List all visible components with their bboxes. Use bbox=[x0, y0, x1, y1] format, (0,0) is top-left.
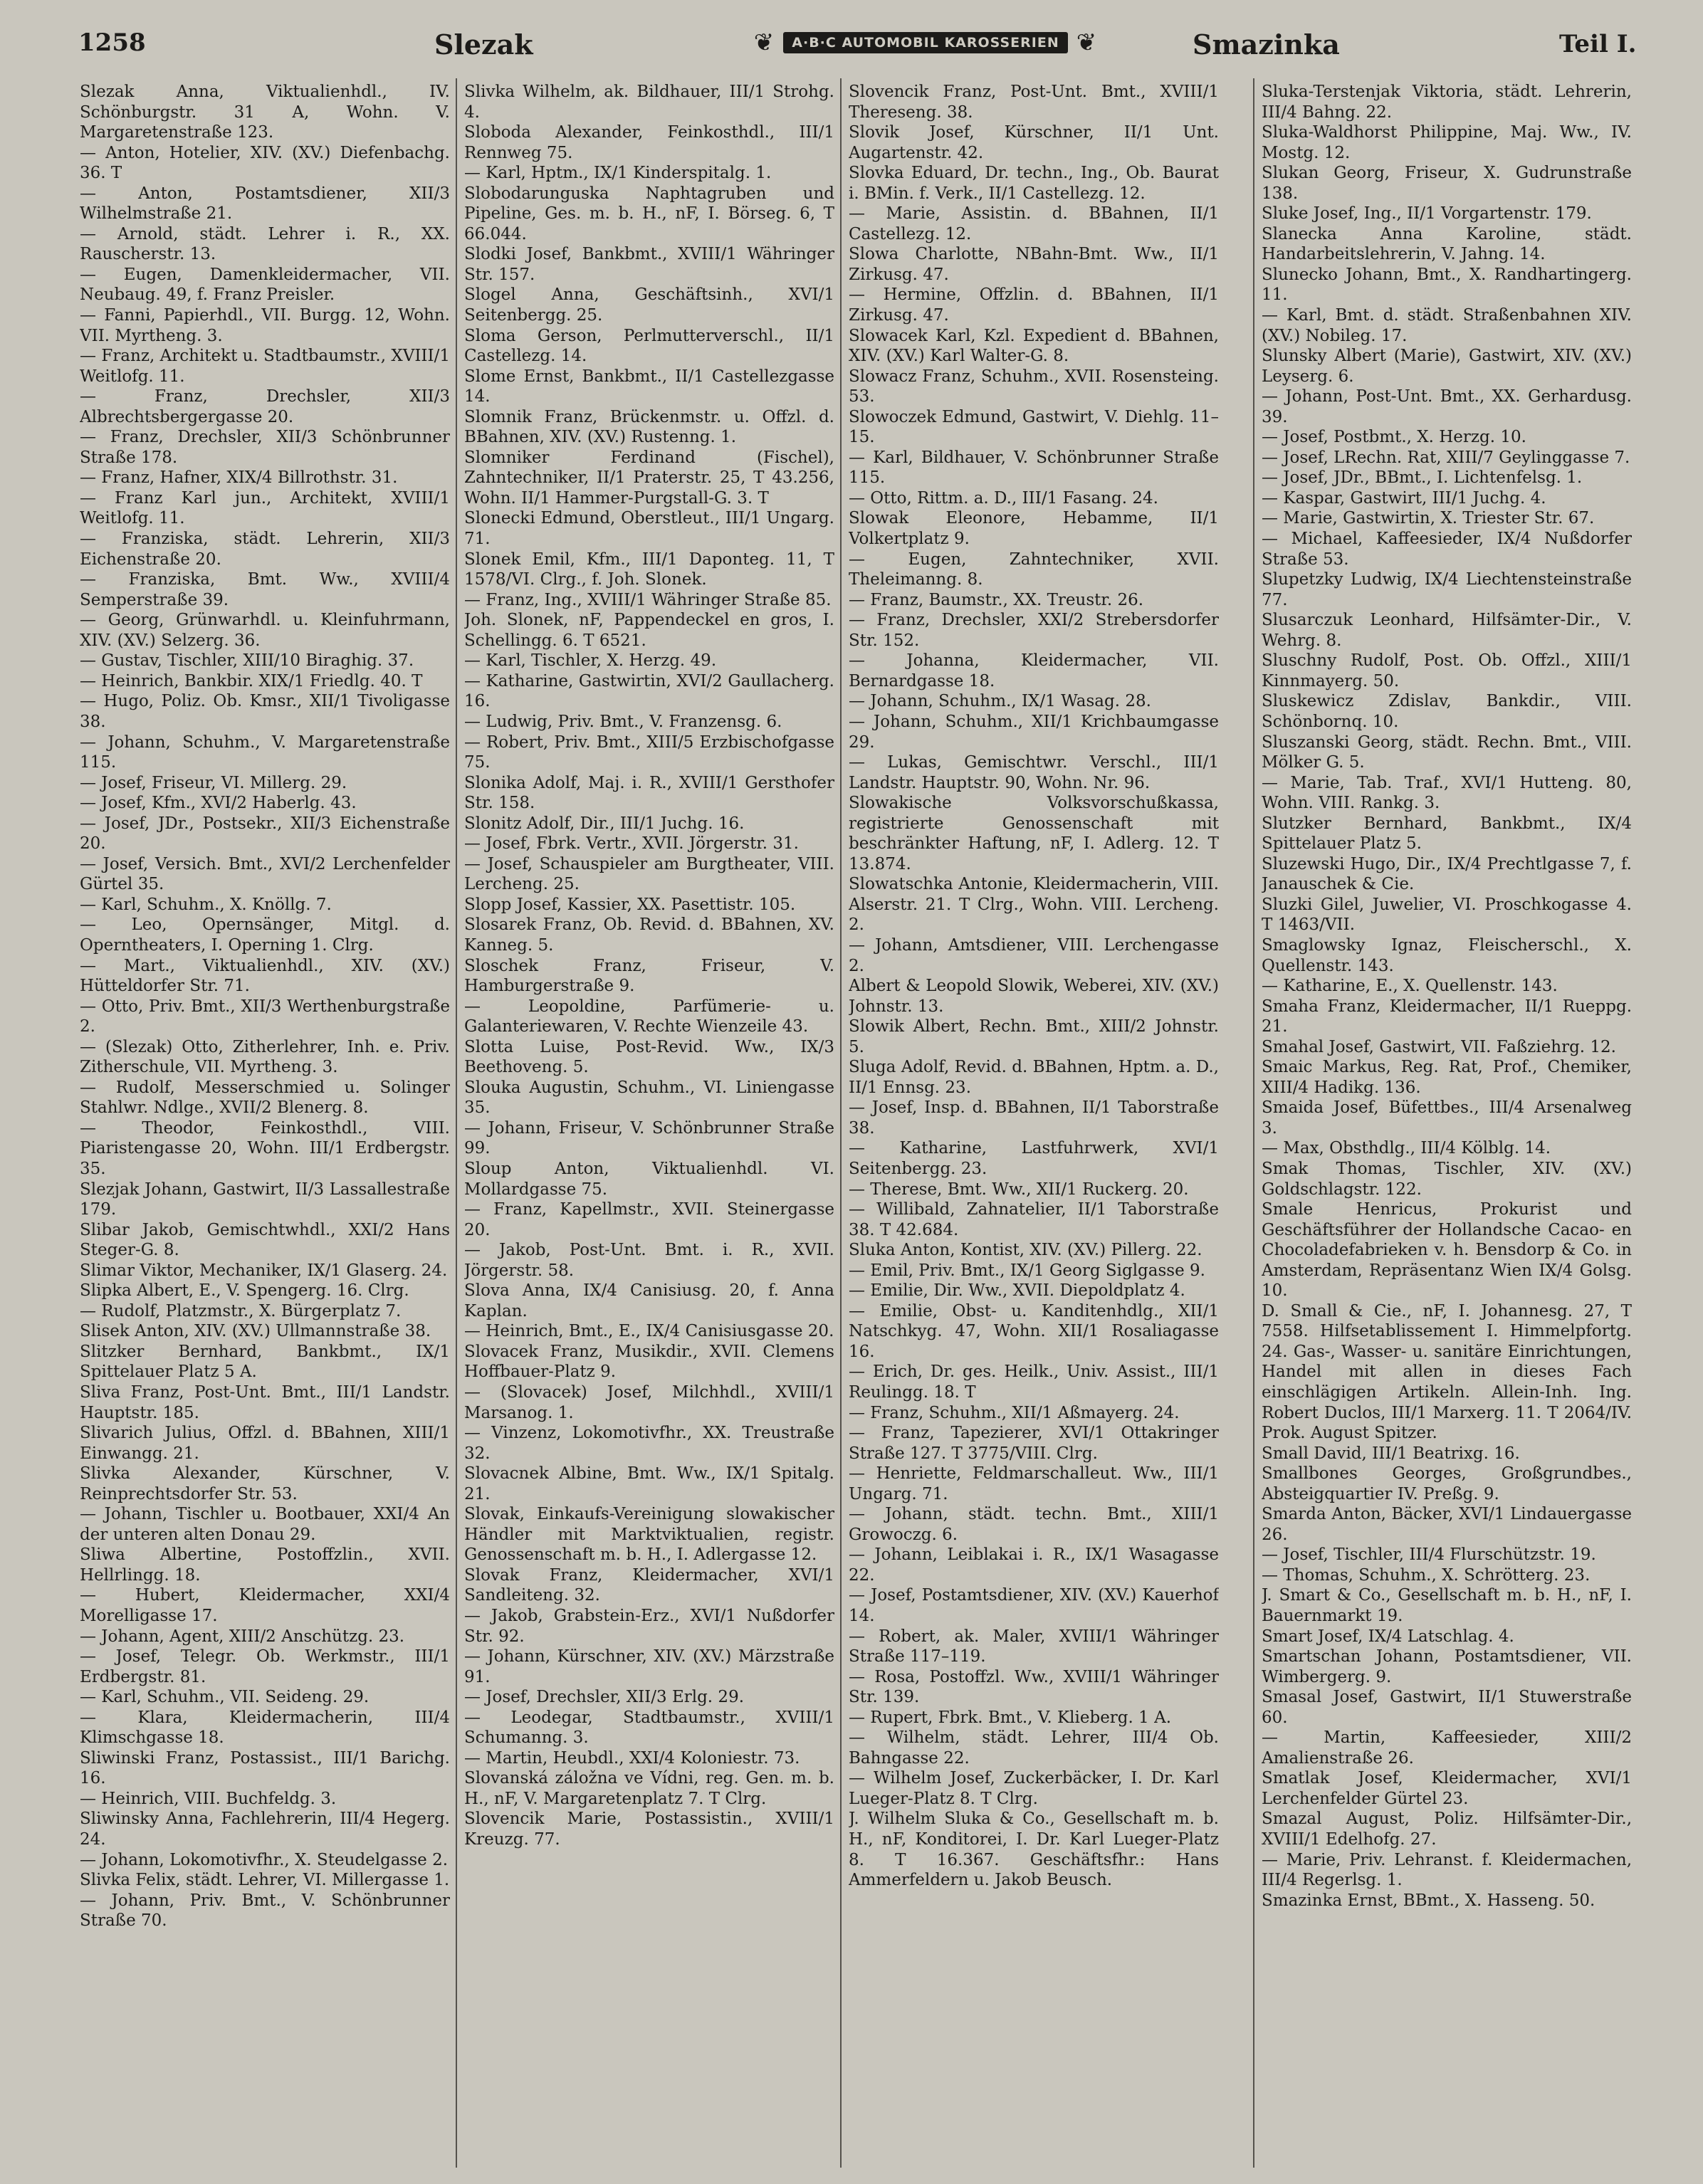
directory-entry: Smaha Franz, Kleidermacher, II/1 Rueppg. 21. bbox=[1262, 997, 1632, 1036]
directory-entry: Slovak, Einkaufs-Vereinigung slowakischer Händler mit Marktviktualien, registr. Genossenschaft m. b. H., I. Adlergasse 12. bbox=[464, 1505, 834, 1565]
directory-entry: Slowak Eleonore, Hebamme, II/1 Volkertplatz 9. bbox=[849, 509, 1219, 549]
part-label: Teil I. bbox=[1559, 30, 1637, 58]
directory-entry: — Johann, Post-Unt. Bmt., XX. Gerhardusg. 39. bbox=[1262, 387, 1632, 426]
directory-entry: — Josef, Kfm., XVI/2 Haberlg. 43. bbox=[80, 794, 357, 813]
directory-entry: — Eugen, Zahntechniker, XVII. Theleimanng. 8. bbox=[849, 550, 1219, 589]
directory-entry: — Hermine, Offzlin. d. BBahnen, II/1 Zirkusg. 47. bbox=[849, 285, 1219, 325]
directory-entry: — Franz, Drechsler, XII/3 Albrechtsbergergasse 20. bbox=[80, 387, 450, 426]
directory-entry: Slovik Josef, Kürschner, II/1 Unt. Augartenstr. 42. bbox=[849, 123, 1219, 162]
directory-entry: — Franz, Hafner, XIX/4 Billrothstr. 31. bbox=[80, 468, 398, 488]
directory-entry: Slivka Felix, städt. Lehrer, VI. Millergasse 1. bbox=[80, 1871, 450, 1890]
directory-entry: — Martin, Heubdl., XXI/4 Koloniestr. 73. bbox=[464, 1748, 800, 1768]
directory-entry: — Josef, Telegr. Ob. Werkmstr., III/1 Erdbergstr. 81. bbox=[80, 1647, 450, 1686]
directory-entry: Sloma Gerson, Perlmutterverschl., II/1 Castellezg. 14. bbox=[464, 326, 834, 366]
directory-entry: — Franz, Kapellmstr., XVII. Steinergasse 20. bbox=[464, 1200, 834, 1239]
directory-entry: Slupetzky Ludwig, IX/4 Liechtensteinstraße 77. bbox=[1262, 570, 1632, 609]
directory-entry: Slonek Emil, Kfm., III/1 Daponteg. 11, T 1578/VI. Clrg., f. Joh. Slonek. bbox=[464, 550, 834, 589]
directory-entry: Smartschan Johann, Postamtsdiener, VII. Wimbergerg. 9. bbox=[1262, 1647, 1632, 1686]
directory-entry: — Max, Obsthdlg., III/4 Kölblg. 14. bbox=[1262, 1139, 1551, 1158]
directory-entry: Slivarich Julius, Offzl. d. BBahnen, XIII/1 Einwangg. 21. bbox=[80, 1424, 450, 1463]
directory-entry: Slobodarunguska Naphtagruben und Pipeline, Ges. m. b. H., nF, I. Börseg. 6, T 66.044. bbox=[464, 184, 834, 243]
directory-entry: — Johann, Amtsdiener, VIII. Lerchengasse 2. bbox=[849, 935, 1219, 975]
directory-entry: — Hugo, Poliz. Ob. Kmsr., XII/1 Tivoligasse 38. bbox=[80, 692, 450, 731]
directory-entry: — Otto, Priv. Bmt., XII/3 Werthenburgstraße 2. bbox=[80, 997, 450, 1036]
directory-entry: — Johanna, Kleidermacher, VII. Bernardgasse 18. bbox=[849, 651, 1219, 691]
directory-entry: — Josef, Insp. d. BBahnen, II/1 Taborstraße 38. bbox=[849, 1098, 1219, 1138]
directory-entry: Slowoczek Edmund, Gastwirt, V. Diehlg. 11–15. bbox=[849, 407, 1219, 447]
directory-entry: — Erich, Dr. ges. Heilk., Univ. Assist., III/1 Reulingg. 18. T bbox=[849, 1363, 1219, 1402]
directory-entry: Albert & Leopold Slowik, Weberei, XIV. (XV.) Johnstr. 13. bbox=[849, 977, 1219, 1016]
directory-entry: Sluzki Gilel, Juwelier, VI. Proschkogasse 4. T 1463/VII. bbox=[1262, 895, 1632, 935]
keyword-left: Slezak bbox=[434, 28, 533, 61]
directory-entry: — Thomas, Schuhm., X. Schrötterg. 23. bbox=[1262, 1565, 1591, 1585]
directory-entry: Sluszanski Georg, städt. Rechn. Bmt., VIII. Mölker G. 5. bbox=[1262, 733, 1632, 772]
directory-entry: Small David, III/1 Beatrixg. 16. bbox=[1262, 1444, 1520, 1463]
directory-column bbox=[1262, 82, 1632, 2168]
directory-entry: Slowakische Volksvorschußkassa, registrierte Genossenschaft mit beschränkter Haftung, nF, I. Adlerg. 12. T 13.874. bbox=[849, 794, 1219, 873]
directory-entry: Smahal Josef, Gastwirt, VII. Faßziehrg. 12. bbox=[1262, 1037, 1616, 1056]
directory-entry: Slovak Franz, Kleidermacher, XVI/1 Sandleiteng. 32. bbox=[464, 1565, 834, 1605]
directory-entry: Slova Anna, IX/4 Canisiusg. 20, f. Anna Kaplan. bbox=[464, 1281, 834, 1321]
directory-entry: — Rudolf, Messerschmied u. Solinger Stahlwr. Ndlge., XVII/2 Blenerg. 8. bbox=[80, 1078, 450, 1118]
directory-entry: Smazal August, Poliz. Hilfsämter-Dir., XVIII/1 Edelhofg. 27. bbox=[1262, 1810, 1632, 1849]
directory-entry: — Leodegar, Stadtbaumstr., XVIII/1 Schumanng. 3. bbox=[464, 1708, 834, 1748]
directory-entry: Slezak Anna, Viktualienhdl., IV. Schönburgstr. 31 A, Wohn. V. Margaretenstraße 123. bbox=[80, 83, 450, 142]
directory-entry: — Kaspar, Gastwirt, III/1 Juchg. 4. bbox=[1262, 488, 1546, 508]
directory-entry: — Johann, Priv. Bmt., V. Schönbrunner Straße 70. bbox=[80, 1891, 450, 1931]
directory-entry: — Leopoldine, Parfümerie- u. Galanteriewaren, V. Rechte Wienzeile 43. bbox=[464, 997, 834, 1036]
directory-entry: Slogel Anna, Geschäftsinh., XVI/1 Seitenbergg. 25. bbox=[464, 285, 834, 325]
page-header bbox=[78, 26, 1659, 61]
directory-entry: J. Smart & Co., Gesellschaft m. b. H., nF, I. Bauernmarkt 19. bbox=[1262, 1586, 1632, 1626]
directory-entry: Slome Ernst, Bankbmt., II/1 Castellezgasse 14. bbox=[464, 367, 834, 406]
directory-entry: Slowacz Franz, Schuhm., XVII. Rosensteing. 53. bbox=[849, 367, 1219, 406]
directory-entry: Slovka Eduard, Dr. techn., Ing., Ob. Baurat i. BMin. f. Verk., II/1 Castellezg. 12. bbox=[849, 164, 1219, 203]
directory-entry: — Karl, Schuhm., X. Knöllg. 7. bbox=[80, 895, 332, 914]
directory-entry: — Johann, städt. techn. Bmt., XIII/1 Growoczg. 6. bbox=[849, 1505, 1219, 1544]
directory-entry: — Josef, Tischler, III/4 Flurschützstr. 19. bbox=[1262, 1545, 1596, 1565]
directory-entry: Smasal Josef, Gastwirt, II/1 Stuwerstraße 60. bbox=[1262, 1688, 1632, 1727]
directory-entry: — Josef, LRechn. Rat, XIII/7 Geylinggasse 7. bbox=[1262, 448, 1630, 467]
directory-entry: — Emilie, Obst- u. Kanditenhdlg., XII/1 Natschkyg. 47, Wohn. XII/1 Rosaliagasse 16. bbox=[849, 1301, 1219, 1361]
directory-entry: Slovanská záložna ve Vídni, reg. Gen. m. b. H., nF, V. Margaretenplatz 7. T Clrg. bbox=[464, 1769, 834, 1808]
directory-entry: Slonika Adolf, Maj. i. R., XVIII/1 Gersthofer Str. 158. bbox=[464, 773, 834, 813]
directory-entry: — Karl, Hptm., IX/1 Kinderspitalg. 1. bbox=[464, 164, 772, 183]
directory-entry: Sloboda Alexander, Feinkosthdl., III/1 Rennweg 75. bbox=[464, 123, 834, 162]
directory-entry: Slisek Anton, XIV. (XV.) Ullmannstraße 38. bbox=[80, 1322, 431, 1341]
directory-entry: — Martin, Kaffeesieder, XIII/2 Amalienstraße 26. bbox=[1262, 1728, 1632, 1768]
directory-entry: — Josef, JDr., BBmt., I. Lichtenfelsg. 1. bbox=[1262, 468, 1583, 488]
directory-entry: Slitzker Bernhard, Bankbmt., IX/1 Spittelauer Platz 5 A. bbox=[80, 1342, 450, 1382]
directory-entry: — Rosa, Postoffzl. Ww., XVIII/1 Währinger Str. 139. bbox=[849, 1667, 1219, 1707]
directory-entry: Slusarczuk Leonhard, Hilfsämter-Dir., V. Wehrg. 8. bbox=[1262, 611, 1632, 650]
keyword-right: Smazinka bbox=[1193, 28, 1340, 61]
directory-entry: — Hubert, Kleidermacher, XXI/4 Morelligasse 17. bbox=[80, 1586, 450, 1626]
directory-entry: Slibar Jakob, Gemischtwhdl., XXI/2 Hans Steger-G. 8. bbox=[80, 1220, 450, 1260]
directory-entry: Slanecka Anna Karoline, städt. Handarbeitslehrerin, V. Jahng. 14. bbox=[1262, 224, 1632, 264]
directory-entry: — Gustav, Tischler, XIII/10 Biraghig. 37. bbox=[80, 651, 414, 671]
directory-entry: Sluskewicz Zdislav, Bankdir., VIII. Schönbornq. 10. bbox=[1262, 692, 1632, 731]
directory-entry: Sluka-Waldhorst Philippine, Maj. Ww., IV. Mostg. 12. bbox=[1262, 123, 1632, 162]
directory-entry: Slowik Albert, Rechn. Bmt., XIII/2 Johnstr. 5. bbox=[849, 1017, 1219, 1056]
directory-entry: Sluke Josef, Ing., II/1 Vorgartenstr. 179. bbox=[1262, 204, 1592, 224]
directory-entry: — Josef, Friseur, VI. Millerg. 29. bbox=[80, 773, 347, 792]
directory-entry: D. Small & Cie., nF, I. Johannesg. 27, T 7558. Hilfsetablissement I. Himmelpfortg. 24. Gas-, Wasser- u. sanitäre Einrichtungen, Handel mit allen in dieses Fach einschlägigen Artikeln. Allein-Inh. Ing. Robert Duclos, III/1 Marxerg. 11. T 2064/IV. Prok. August Spitzer. bbox=[1262, 1301, 1632, 1443]
directory-entry: Smaglowsky Ignaz, Fleischerschl., X. Quellenstr. 143. bbox=[1262, 935, 1632, 975]
directory-entry: Slimar Viktor, Mechaniker, IX/1 Glaserg. 24. bbox=[80, 1261, 448, 1280]
directory-entry: Slivka Wilhelm, ak. Bildhauer, III/1 Strohg. 4. bbox=[464, 83, 834, 122]
directory-entry: — Vinzenz, Lokomotivfhr., XX. Treustraße 32. bbox=[464, 1424, 834, 1463]
directory-entry: — Franziska, städt. Lehrerin, XII/3 Eichenstraße 20. bbox=[80, 530, 450, 569]
directory-entry: — Therese, Bmt. Ww., XII/1 Ruckerg. 20. bbox=[849, 1180, 1189, 1199]
directory-entry: — Franz, Architekt u. Stadtbaumstr., XVIII/1 Weitlofg. 11. bbox=[80, 347, 450, 386]
directory-entry: — Karl, Bmt. d. städt. Straßenbahnen XIV. (XV.) Nobileg. 17. bbox=[1262, 306, 1632, 345]
directory-entry: — Josef, Fbrk. Vertr., XVII. Jörgerstr. 31. bbox=[464, 834, 799, 854]
directory-entry: — Fanni, Papierhdl., VII. Burgg. 12, Wohn. VII. Myrtheng. 3. bbox=[80, 306, 450, 345]
directory-entry: — Emilie, Dir. Ww., XVII. Diepoldplatz 4. bbox=[849, 1281, 1185, 1301]
directory-entry: Smak Thomas, Tischler, XIV. (XV.) Goldschlagstr. 122. bbox=[1262, 1159, 1632, 1199]
directory-entry: — Franz Karl jun., Architekt, XVIII/1 Weitlofg. 11. bbox=[80, 488, 450, 528]
directory-entry: — Wilhelm, städt. Lehrer, III/4 Ob. Bahngasse 22. bbox=[849, 1728, 1219, 1768]
directory-entry: Slonecki Edmund, Oberstleut., III/1 Ungarg. 71. bbox=[464, 509, 834, 549]
directory-entry: — Franz, Drechsler, XII/3 Schönbrunner Straße 178. bbox=[80, 428, 450, 467]
directory-entry: — Jakob, Grabstein-Erz., XVI/1 Nußdorfer Str. 92. bbox=[464, 1607, 834, 1646]
directory-entry: — Franz, Ing., XVIII/1 Währinger Straße 85. bbox=[464, 590, 832, 609]
directory-entry: J. Wilhelm Sluka & Co., Gesellschaft m. b. H., nF, Konditorei, I. Dr. Karl Lueger-Platz 8. T 16.367. Geschäftsfhr.: Hans Ammerfeldern u. Jakob Beusch. bbox=[849, 1810, 1219, 1890]
directory-entry: — Franz, Baumstr., XX. Treustr. 26. bbox=[849, 590, 1144, 609]
directory-entry: Slezjak Johann, Gastwirt, II/3 Lassallestraße 179. bbox=[80, 1180, 450, 1219]
directory-entry: — Johann, Schuhm., XII/1 Krichbaumgasse 29. bbox=[849, 712, 1219, 752]
advertisement-banner bbox=[705, 28, 1146, 57]
directory-entry: — Theodor, Feinkosthdl., VIII. Piaristengasse 20, Wohn. III/1 Erdbergstr. 35. bbox=[80, 1118, 450, 1178]
directory-entry: — Emil, Priv. Bmt., IX/1 Georg Siglgasse 9. bbox=[849, 1261, 1205, 1280]
directory-entry: Slunsky Albert (Marie), Gastwirt, XIV. (XV.) Leyserg. 6. bbox=[1262, 347, 1632, 386]
directory-entry: Slosarek Franz, Ob. Revid. d. BBahnen, XV. Kanneg. 5. bbox=[464, 915, 834, 955]
directory-entry: Sluka-Terstenjak Viktoria, städt. Lehrerin, III/4 Bahng. 22. bbox=[1262, 83, 1632, 122]
directory-entry: Smazinka Ernst, BBmt., X. Hasseng. 50. bbox=[1262, 1891, 1595, 1910]
directory-entry: — Johann, Leiblakai i. R., IX/1 Wasagasse 22. bbox=[849, 1545, 1219, 1585]
directory-entry: — Marie, Gastwirtin, X. Triester Str. 67. bbox=[1262, 509, 1595, 528]
directory-entry: — Katharine, Lastfuhrwerk, XVI/1 Seitenbergg. 23. bbox=[849, 1139, 1219, 1178]
directory-entry: — Heinrich, Bmt., E., IX/4 Canisiusgasse 20. bbox=[464, 1322, 834, 1341]
directory-entry: — Karl, Schuhm., VII. Seideng. 29. bbox=[80, 1688, 370, 1707]
directory-entry: Slutzker Bernhard, Bankbmt., IX/4 Spittelauer Platz 5. bbox=[1262, 814, 1632, 854]
directory-entry: Slowatschka Antonie, Kleidermacherin, VIII. Alserstr. 21. T Clrg., Wohn. VIII. Lercheng. 2. bbox=[849, 875, 1219, 935]
directory-entry: — Marie, Assistin. d. BBahnen, II/1 Castellezg. 12. bbox=[849, 204, 1219, 243]
directory-entry: — Rupert, Fbrk. Bmt., V. Klieberg. 1 A. bbox=[849, 1708, 1172, 1727]
directory-entry: Sluzewski Hugo, Dir., IX/4 Prechtlgasse 7, f. Janauschek & Cie. bbox=[1262, 854, 1632, 894]
directory-entry: — Lukas, Gemischtwr. Verschl., III/1 Landstr. Hauptstr. 90, Wohn. Nr. 96. bbox=[849, 753, 1219, 792]
banner-text: A·B·C AUTOMOBIL KAROSSERIEN bbox=[783, 32, 1067, 53]
directory-entry: — Mart., Viktualienhdl., XIV. (XV.) Hütteldorfer Str. 71. bbox=[80, 956, 450, 996]
directory-entry: Slouka Augustin, Schuhm., VI. Liniengasse 35. bbox=[464, 1078, 834, 1118]
directory-entry: — Henriette, Feldmarschalleut. Ww., III/1 Ungarg. 71. bbox=[849, 1464, 1219, 1503]
directory-entry: — Franz, Tapezierer, XVI/1 Ottakringer Straße 127. T 3775/VIII. Clrg. bbox=[849, 1424, 1219, 1463]
directory-entry: — Anton, Hotelier, XIV. (XV.) Diefenbachg. 36. T bbox=[80, 143, 450, 183]
directory-entry: — Klara, Kleidermacherin, III/4 Klimschgasse 18. bbox=[80, 1708, 450, 1748]
directory-entry: — Johann, Lokomotivfhr., X. Steudelgasse 2. bbox=[80, 1850, 449, 1869]
directory-entry: — Katharine, Gastwirtin, XVI/2 Gaullacherg. 16. bbox=[464, 671, 834, 711]
directory-entry: Sluschny Rudolf, Post. Ob. Offzl., XIII/1 Kinnmayerg. 50. bbox=[1262, 651, 1632, 691]
directory-entry: Sloschek Franz, Friseur, V. Hamburgerstraße 9. bbox=[464, 956, 834, 996]
directory-entry: Sloup Anton, Viktualienhdl. VI. Mollardgasse 75. bbox=[464, 1159, 834, 1199]
directory-entry: — Jakob, Post-Unt. Bmt. i. R., XVII. Jörgerstr. 58. bbox=[464, 1241, 834, 1280]
directory-entry: Slomniker Ferdinand (Fischel), Zahntechniker, II/1 Praterstr. 25, T 43.256, Wohn. II/1 Hammer-Purgstall-G. 3. T bbox=[464, 448, 834, 508]
directory-entry: — Robert, ak. Maler, XVIII/1 Währinger Straße 117–119. bbox=[849, 1627, 1219, 1666]
page-number: 1258 bbox=[78, 28, 146, 57]
directory-entry: Smatlak Josef, Kleidermacher, XVI/1 Lerchenfelder Gürtel 23. bbox=[1262, 1769, 1632, 1808]
directory-entry: — Josef, Drechsler, XII/3 Erlg. 29. bbox=[464, 1688, 745, 1707]
column-divider bbox=[1253, 78, 1254, 2168]
directory-entry: Sluka Anton, Kontist, XIV. (XV.) Pillerg. 22. bbox=[849, 1241, 1202, 1260]
directory-entry: Slunecko Johann, Bmt., X. Randhartingerg. 11. bbox=[1262, 265, 1632, 305]
directory-entry: — Eugen, Damenkleidermacher, VII. Neubaug. 49, f. Franz Preisler. bbox=[80, 265, 450, 305]
directory-entry: Slopp Josef, Kassier, XX. Pasettistr. 105. bbox=[464, 895, 796, 914]
directory-entry: Smale Henricus, Prokurist und Geschäftsführer der Hollandsche Cacao- en Chocoladefabrieken v. h. Bensdorp & Co. in Amsterdam, Repräsentanz Wien IX/4 Golsg. 10. bbox=[1262, 1200, 1632, 1301]
directory-entry: — Johann, Agent, XIII/2 Anschützg. 23. bbox=[80, 1627, 405, 1646]
directory-entry: Slovacek Franz, Musikdir., XVII. Clemens Hoffbauer-Platz 9. bbox=[464, 1342, 834, 1382]
ornament-icon: ❦ bbox=[753, 28, 775, 57]
directory-entry: — Johann, Schuhm., V. Margaretenstraße 115. bbox=[80, 733, 450, 772]
directory-entry: Slonitz Adolf, Dir., III/1 Juchg. 16. bbox=[464, 814, 745, 833]
directory-entry: — Georg, Grünwarhdl. u. Kleinfuhrmann, XIV. (XV.) Selzerg. 36. bbox=[80, 611, 450, 650]
directory-entry: — Ludwig, Priv. Bmt., V. Franzensg. 6. bbox=[464, 712, 782, 731]
directory-entry: Slowacek Karl, Kzl. Expedient d. BBahnen, XIV. (XV.) Karl Walter-G. 8. bbox=[849, 326, 1219, 366]
directory-column bbox=[849, 82, 1219, 2168]
directory-entry: — Michael, Kaffeesieder, IX/4 Nußdorfer Straße 53. bbox=[1262, 530, 1632, 569]
directory-entry: — Franz, Drechsler, XXI/2 Strebersdorfer Str. 152. bbox=[849, 611, 1219, 650]
directory-entry: — Arnold, städt. Lehrer i. R., XX. Rauscherstr. 13. bbox=[80, 224, 450, 264]
directory-entry: — Katharine, E., X. Quellenstr. 143. bbox=[1262, 977, 1558, 996]
directory-entry: Sliwinsky Anna, Fachlehrerin, III/4 Hegerg. 24. bbox=[80, 1810, 450, 1849]
directory-entry: Slovencik Franz, Post-Unt. Bmt., XVIII/1 Thereseng. 38. bbox=[849, 83, 1219, 122]
directory-entry: — Johann, Friseur, V. Schönbrunner Straße 99. bbox=[464, 1118, 834, 1158]
directory-entry: Slomnik Franz, Brückenmstr. u. Offzl. d. BBahnen, XIV. (XV.) Rustenng. 1. bbox=[464, 407, 834, 447]
directory-entry: — Willibald, Zahnatelier, II/1 Taborstraße 38. T 42.684. bbox=[849, 1200, 1219, 1239]
directory-entry: — Rudolf, Platzmstr., X. Bürgerplatz 7. bbox=[80, 1301, 402, 1321]
directory-entry: Slotta Luise, Post-Revid. Ww., IX/3 Beethoveng. 5. bbox=[464, 1037, 834, 1077]
directory-entry: Slukan Georg, Friseur, X. Gudrunstraße 138. bbox=[1262, 164, 1632, 203]
directory-entry: — (Slovacek) Josef, Milchhdl., XVIII/1 Marsanog. 1. bbox=[464, 1383, 834, 1422]
directory-entry: — Leo, Opernsänger, Mitgl. d. Operntheaters, I. Operning 1. Clrg. bbox=[80, 915, 450, 955]
directory-entry: Smarda Anton, Bäcker, XVI/1 Lindauergasse 26. bbox=[1262, 1505, 1632, 1544]
directory-entry: Sliwa Albertine, Postoffzlin., XVII. Hellrlingg. 18. bbox=[80, 1545, 450, 1585]
directory-entry: — Johann, Kürschner, XIV. (XV.) Märzstraße 91. bbox=[464, 1647, 834, 1686]
directory-entry: — Anton, Postamtsdiener, XII/3 Wilhelmstraße 21. bbox=[80, 184, 450, 224]
directory-entry: — Robert, Priv. Bmt., XIII/5 Erzbischofgasse 75. bbox=[464, 733, 834, 772]
ornament-icon: ❦ bbox=[1076, 28, 1098, 57]
column-divider bbox=[456, 78, 457, 2168]
directory-entry: — Josef, Schauspieler am Burgtheater, VIII. Lercheng. 25. bbox=[464, 854, 834, 894]
directory-column bbox=[464, 82, 834, 2168]
directory-entry: — Josef, JDr., Postsekr., XII/3 Eichenstraße 20. bbox=[80, 814, 450, 854]
directory-entry: — Franziska, Bmt. Ww., XVIII/4 Semperstraße 39. bbox=[80, 570, 450, 609]
directory-entry: — Josef, Postamtsdiener, XIV. (XV.) Kauerhof 14. bbox=[849, 1586, 1219, 1626]
column-divider bbox=[840, 78, 842, 2168]
directory-entry: — Marie, Tab. Traf., XVI/1 Hutteng. 80, Wohn. VIII. Rankg. 3. bbox=[1262, 773, 1632, 813]
directory-entry: Slodki Josef, Bankbmt., XVIII/1 Währinger Str. 157. bbox=[464, 245, 834, 284]
directory-entry: Sliwinski Franz, Postassist., III/1 Barichg. 16. bbox=[80, 1748, 450, 1788]
directory-entry: — Otto, Rittm. a. D., III/1 Fasang. 24. bbox=[849, 488, 1158, 508]
directory-entry: — Karl, Tischler, X. Herzg. 49. bbox=[464, 651, 717, 671]
directory-entry: — Franz, Schuhm., XII/1 Aßmayerg. 24. bbox=[849, 1403, 1180, 1422]
directory-entry: — Josef, Versich. Bmt., XVI/2 Lerchenfelder Gürtel 35. bbox=[80, 854, 450, 894]
directory-entry: — Johann, Tischler u. Bootbauer, XXI/4 An der unteren alten Donau 29. bbox=[80, 1505, 450, 1544]
directory-entry: Smallbones Georges, Großgrundbes., Absteigquartier IV. Preßg. 9. bbox=[1262, 1464, 1632, 1503]
directory-entry: — Josef, Postbmt., X. Herzg. 10. bbox=[1262, 428, 1526, 447]
directory-entry: Slowa Charlotte, NBahn-Bmt. Ww., II/1 Zirkusg. 47. bbox=[849, 245, 1219, 284]
directory-entry: Smart Josef, IX/4 Latschlag. 4. bbox=[1262, 1627, 1514, 1646]
directory-entry: Smaic Markus, Reg. Rat, Prof., Chemiker, XIII/4 Hadikg. 136. bbox=[1262, 1058, 1632, 1097]
directory-entry: — Heinrich, Bankbir. XIX/1 Friedlg. 40. T bbox=[80, 671, 423, 691]
directory-entry: Slipka Albert, E., V. Spengerg. 16. Clrg. bbox=[80, 1281, 409, 1301]
directory-entry: Slovencik Marie, Postassistin., XVIII/1 Kreuzg. 77. bbox=[464, 1810, 834, 1849]
directory-entry: — Heinrich, VIII. Buchfeldg. 3. bbox=[80, 1789, 337, 1808]
directory-column bbox=[80, 82, 450, 2168]
directory-entry: Slovacnek Albine, Bmt. Ww., IX/1 Spitalg. 21. bbox=[464, 1464, 834, 1503]
directory-entry: — (Slezak) Otto, Zitherlehrer, Inh. e. Priv. Zitherschule, VII. Myrtheng. 3. bbox=[80, 1037, 450, 1077]
directory-entry: — Wilhelm Josef, Zuckerbäcker, I. Dr. Karl Lueger-Platz 8. T Clrg. bbox=[849, 1769, 1219, 1808]
directory-entry: Slivka Alexander, Kürschner, V. Reinprechtsdorfer Str. 53. bbox=[80, 1464, 450, 1503]
directory-entry: Sliva Franz, Post-Unt. Bmt., III/1 Landstr. Hauptstr. 185. bbox=[80, 1383, 450, 1422]
directory-entry: Smaida Josef, Büfettbes., III/4 Arsenalweg 3. bbox=[1262, 1098, 1632, 1138]
directory-entry: Joh. Slonek, nF, Pappendeckel en gros, I. Schellingg. 6. T 6521. bbox=[464, 611, 834, 650]
directory-entry: Sluga Adolf, Revid. d. BBahnen, Hptm. a. D., II/1 Ennsg. 23. bbox=[849, 1058, 1219, 1097]
directory-entry: — Johann, Schuhm., IX/1 Wasag. 28. bbox=[849, 692, 1151, 711]
directory-entry: — Marie, Priv. Lehranst. f. Kleidermachen, III/4 Regerlsg. 1. bbox=[1262, 1850, 1632, 1890]
directory-entry: — Karl, Bildhauer, V. Schönbrunner Straße 115. bbox=[849, 448, 1219, 488]
